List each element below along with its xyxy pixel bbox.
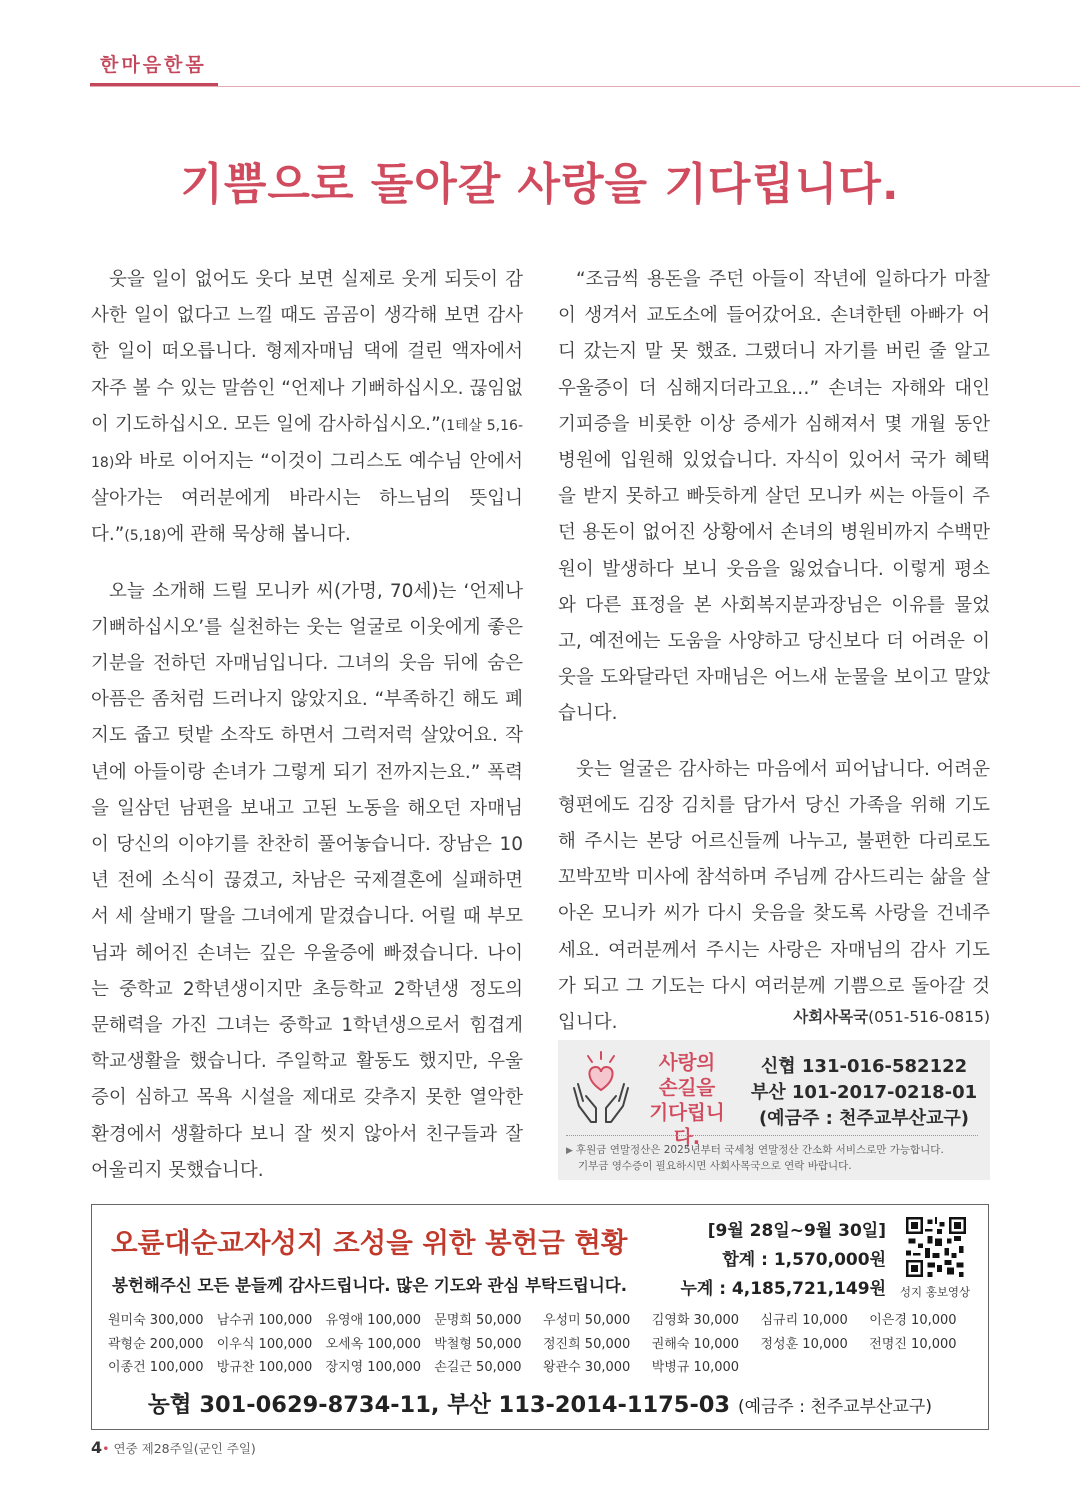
donation-holder: (예금주 : 천주교부산교구) — [758, 1108, 970, 1129]
qr-caption: 성지 홍보영상 — [899, 1285, 971, 1299]
donor-entry: 우성미 50,000 — [543, 1313, 631, 1328]
article-paragraph — [91, 574, 523, 1189]
triangle-bullet-icon: ▶ — [566, 1146, 573, 1156]
offering-total: 합계 : 1,570,000원 — [722, 1250, 886, 1270]
paragraph-text: 웃을 일이 없어도 웃다 보면 실제로 웃게 되듯이 감사한 일이 없다고 느낄 때도 곰곰이 생각해 보면 감사한 일이 떠오릅니다. 형제자매님 댁에 걸린 액자에서 자주 볼 수 있는 말씀인 “언제나 기뻐하십시오. 끊임없이 기도하십시오. 모든 일에 감사하십시오.” — [91, 269, 523, 435]
donation-account: 신협 131-016-582122 — [760, 1056, 968, 1077]
offering-stats — [680, 1217, 886, 1304]
offering-subtitle: 봉헌해주신 모든 분들께 감사드립니다. 많은 기도와 관심 부탁드립니다. — [112, 1276, 627, 1295]
scripture-reference: (1테살 5,16-18) — [91, 417, 523, 472]
offering-title: 오륜대순교자성지 조성을 위한 봉헌금 현황 — [111, 1227, 628, 1259]
donor-entry: 박병규 10,000 — [651, 1360, 740, 1375]
article-paragraph — [558, 752, 990, 1042]
article-paragraph — [558, 262, 990, 733]
donation-account: 부산 101-2017-0218-01 — [750, 1082, 978, 1103]
donor-entry: 유영애 100,000 — [325, 1313, 422, 1328]
donor-list — [108, 1311, 978, 1378]
bullet-dot-icon: • — [102, 1441, 110, 1456]
donor-entry: 왕관수 30,000 — [543, 1360, 631, 1375]
donor-entry: 오세옥 100,000 — [325, 1336, 422, 1352]
donor-entry: 권해숙 10,000 — [651, 1336, 740, 1352]
paragraph-text: “조금씩 용돈을 주던 아들이 작년에 일하다가 마찰이 생겨서 교도소에 들어갔어요. 손녀한텐 아빠가 어디 갔는지 말 못 했죠. 그랬더니 자기를 버린 줄 알고 우울증이 더 심해지더라고요…” 손녀는 자해와 대인기피증을 비롯한 이상 증세가 심해져서 몇 개월 동안 병원에 입원해 있었습니다. 자식이 있어서 국가 혜택을 받지 못하고 빠듯하게 살던 모니카 씨는 아들이 주던 용돈이 없어진 상황에서 손녀의 병원비까지 수백만 원이 발생하다 보니 웃음을 잃었습니다. 이렇게 평소와 다른 표정을 본 사회복지분과장님은 이유를 물었고, 예전에는 도움을 사양하고 당신보다 더 어려운 이웃을 도와달라던 자매님은 어느새 눈물을 보이고 말았습니다. — [558, 269, 990, 725]
page-number: 4 — [91, 1438, 103, 1457]
donation-note: 기부금 영수증이 필요하시면 사회사목국으로 연락 바랍니다. — [578, 1160, 852, 1172]
donor-entry: 전명진 10,000 — [869, 1336, 957, 1352]
footer-text: 연중 제28주일(군인 주일) — [113, 1441, 256, 1456]
donor-entry: 손길근 50,000 — [434, 1360, 522, 1375]
donor-entry: 정성훈 10,000 — [760, 1336, 848, 1352]
donor-entry: 원미숙 300,000 — [108, 1313, 204, 1328]
paragraph-text: 웃는 얼굴은 감사하는 마음에서 피어납니다. 어려운 형편에도 김장 김치를 담가서 당신 가족을 위해 기도해 주시는 본당 어르신들께 나누고, 불편한 다리로도 꼬박꼬박 미사에 참석하며 주님께 감사드리는 삶을 살아온 모니카 씨가 다시 웃음을 찾도록 사랑을 건네주세요. 여러분께서 주시는 사랑은 자매님의 감사 기도가 되고 그 기도는 다시 여러분께 기쁨으로 돌아갈 것입니다. — [558, 758, 990, 1034]
donor-entry: 장지영 100,000 — [325, 1360, 422, 1375]
donor-entry: 남수귀 100,000 — [216, 1313, 313, 1328]
donation-box — [558, 1040, 990, 1180]
donor-entry: 방규찬 100,000 — [216, 1360, 313, 1375]
donor-entry: 이은경 10,000 — [869, 1313, 957, 1328]
offering-period: [9월 28일~9월 30일] — [707, 1221, 886, 1241]
donation-note: 후원금 연말정산은 2025년부터 국세청 연말정산 간소화 서비스로만 가능합니다. — [575, 1144, 944, 1156]
qr-code-icon[interactable] — [906, 1217, 966, 1277]
donor-entry: 이우식 100,000 — [216, 1336, 313, 1352]
scripture-reference: (5,18) — [124, 528, 167, 545]
offering-cumulative: 누계 : 4,185,721,149원 — [680, 1279, 886, 1299]
slogan-line: 사랑의 — [658, 1051, 716, 1074]
header-rule — [90, 86, 1080, 87]
article-paragraph — [91, 262, 523, 555]
slogan-line: 손길을 — [658, 1076, 716, 1099]
paragraph-text: 와 바로 이어지는 “이것이 그리스도 예수님 안에서 살아가는 여러분에게 바라시는 하느님의 뜻입니다.” — [91, 451, 523, 546]
heart-hands-icon — [566, 1048, 636, 1128]
donor-entry: 곽형순 200,000 — [108, 1336, 204, 1352]
donor-entry: 문명희 50,000 — [434, 1313, 522, 1328]
donation-accounts — [746, 1054, 982, 1132]
donation-notes — [566, 1143, 982, 1174]
offering-holder: (예금주 : 천주교부산교구) — [737, 1397, 932, 1417]
article-left-column — [91, 262, 523, 1189]
slogan-line: 기다립니다. — [649, 1101, 725, 1149]
section-tag: 한마음한몸 — [100, 54, 207, 76]
donation-divider — [566, 1135, 978, 1136]
page-footer — [91, 1438, 256, 1457]
contact-dept: 사회사목국 — [793, 1008, 869, 1026]
article-title: 기쁨으로 돌아갈 사랑을 기다립니다. — [180, 159, 900, 210]
offering-bank-accounts — [92, 1387, 988, 1419]
offering-accounts: 농협 301-0629-8734-11, 부산 113-2014-1175-03 — [148, 1392, 731, 1418]
donor-entry: 정진희 50,000 — [543, 1336, 631, 1352]
article-right-column — [558, 262, 990, 1041]
donor-entry: 이종건 100,000 — [108, 1360, 204, 1375]
contact-phone: (051-516-0815) — [868, 1008, 990, 1026]
contact-line — [558, 1005, 990, 1027]
donor-entry: 박철형 50,000 — [434, 1336, 522, 1352]
donor-entry: 김영화 30,000 — [651, 1313, 740, 1328]
donor-entry: 심규리 10,000 — [760, 1313, 848, 1328]
offering-status-box — [91, 1204, 989, 1430]
paragraph-text: 오늘 소개해 드릴 모니카 씨(가명, 70세)는 ‘언제나 기뻐하십시오’를 실천하는 웃는 얼굴로 이웃에게 좋은 기분을 전하던 자매님입니다. 그녀의 웃음 뒤에 숨은 아픔은 좀처럼 드러나지 않았지요. “부족하긴 해도 폐지도 줍고 텃밭 소작도 하면서 그럭저럭 살았어요. 작년에 아들이랑 손녀가 그렇게 되기 전까지는요.” 폭력을 일삼던 남편을 보내고 고된 노동을 해오던 자매님이 당신의 이야기를 찬찬히 풀어놓습니다. 장남은 10년 전에 소식이 끊겼고, 차남은 국제결혼에 실패하면서 세 살배기 딸을 그녀에게 맡겼습니다. 어릴 때 부모님과 헤어진 손녀는 깊은 우울증에 빠졌습니다. 나이는 중학교 2학년생이지만 초등학교 2학년생 정도의 문해력을 가진 그녀는 중학교 1학년생으로서 힘겹게 학교생활을 했습니다. 주일학교 활동도 했지만, 우울증이 심하고 목욕 시설을 제대로 갖추지 못한 열악한 환경에서 생활하다 보니 잘 씻지 않아서 친구들과 잘 어울리지 못했습니다. — [91, 580, 523, 1181]
paragraph-text: 에 관해 묵상해 봅니다. — [166, 524, 351, 546]
